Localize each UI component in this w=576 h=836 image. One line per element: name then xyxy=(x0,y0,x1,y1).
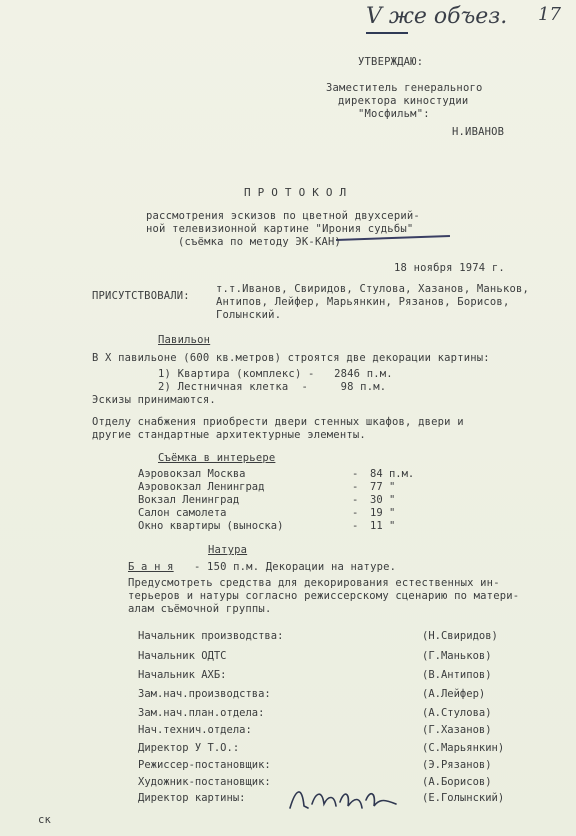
nature-line-3: алам съёмочной группы. xyxy=(128,603,272,615)
nature-line-1: Предусмотреть средства для декорирования естественных ин- xyxy=(128,577,500,589)
signature-role: Художник-постановщик: xyxy=(138,776,271,788)
signature-name: (В.Антипов) xyxy=(422,669,492,681)
interior-value: 30 " xyxy=(370,494,396,506)
subtitle-line-3: (съёмка по методу ЭК-КАН) xyxy=(178,236,342,248)
interior-name: Аэровокзал Москва xyxy=(138,468,246,480)
approval-line-1: Заместитель генерального xyxy=(326,82,483,94)
signature-role: Нач.технич.отдела: xyxy=(138,724,252,736)
handwritten-signature xyxy=(286,778,406,818)
interiors-heading: Съёмка в интерьере xyxy=(158,452,276,464)
signature-row xyxy=(138,707,538,721)
interior-value: 84 п.м. xyxy=(370,468,415,480)
signature-row xyxy=(138,759,538,773)
signature-row xyxy=(138,650,538,664)
bath-label: Б а н я xyxy=(128,561,174,573)
pavilion-intro: В X павильоне (600 кв.метров) строятся две декорации картины: xyxy=(92,352,490,364)
subtitle-line-2: ной телевизионной картине "Ирония судьбы" xyxy=(146,223,414,235)
signature-role: Зам.нач.производства: xyxy=(138,688,271,700)
signature-role: Директор картины: xyxy=(138,792,246,804)
document-title: П Р О Т О К О Л xyxy=(244,186,347,199)
interior-dash: - xyxy=(352,507,359,519)
signature-name: (Г.Маньков) xyxy=(422,650,492,662)
interior-dash: - xyxy=(352,494,359,506)
signature-row xyxy=(138,688,538,702)
signature-name: (А.Борисов) xyxy=(422,776,492,788)
interior-dash: - xyxy=(352,468,359,480)
present-line-1: т.т.Иванов, Свиридов, Стулова, Хазанов, Маньков, xyxy=(216,283,530,295)
present-line-3: Голынский. xyxy=(216,309,282,321)
signature-name: (С.Марьянкин) xyxy=(422,742,505,754)
interior-name: Окно квартиры (выноска) xyxy=(138,520,284,532)
signature-name: (А.Стулова) xyxy=(422,707,492,719)
document-date: 18 ноября 1974 г. xyxy=(394,262,505,274)
approval-line-2: директора киностудии xyxy=(338,95,469,107)
pavilion-heading: Павильон xyxy=(158,334,211,346)
approval-line-3: "Мосфильм": xyxy=(358,108,430,120)
subtitle-line-1: рассмотрения эскизов по цветной двухсерий- xyxy=(146,210,420,222)
pavilion-item-2: 2) Лестничная клетка - 98 п.м. xyxy=(158,381,387,393)
interior-value: 77 " xyxy=(370,481,396,493)
signature-name: (Е.Голынский) xyxy=(422,792,505,804)
signature-row xyxy=(138,724,538,738)
signature-row xyxy=(138,669,538,683)
page-number: 17 xyxy=(538,4,561,25)
interior-value: 19 " xyxy=(370,507,396,519)
signature-role: Зам.нач.план.отдела: xyxy=(138,707,265,719)
nature-heading: Натура xyxy=(208,544,248,556)
present-line-2: Антипов, Лейфер, Марьянкин, Рязанов, Борисов, xyxy=(216,296,510,308)
interior-dash: - xyxy=(352,520,359,532)
interior-name: Аэровокзал Ленинград xyxy=(138,481,265,493)
interior-value: 11 " xyxy=(370,520,396,532)
signature-name: (Г.Хазанов) xyxy=(422,724,492,736)
footer-mark: ск xyxy=(38,814,52,826)
approval-label: УТВЕРЖДАЮ: xyxy=(358,56,424,68)
interior-dash: - xyxy=(352,481,359,493)
signature-row xyxy=(138,630,538,644)
signature-role: Начальник ОДТС xyxy=(138,650,227,662)
signature-name: (Э.Рязанов) xyxy=(422,759,492,771)
signature-name: (Н.Свиридов) xyxy=(422,630,498,642)
interior-name: Салон самолета xyxy=(138,507,227,519)
supply-line-1: Отделу снабжения приобрести двери стенных шкафов, двери и xyxy=(92,416,464,428)
handwritten-note: V же объез. xyxy=(366,4,508,29)
signature-role: Директор У Т.О.: xyxy=(138,742,240,754)
approval-name: Н.ИВАНОВ xyxy=(452,126,505,138)
interior-name: Вокзал Ленинград xyxy=(138,494,240,506)
signature-role: Начальник АХБ: xyxy=(138,669,227,681)
signature-role: Режиссер-постановщик: xyxy=(138,759,271,771)
pavilion-item-1: 1) Квартира (комплекс) - 2846 п.м. xyxy=(158,368,393,380)
nature-line-2: терьеров и натуры согласно режиссерскому сценарию по матери- xyxy=(128,590,520,602)
signature-role: Начальник производства: xyxy=(138,630,284,642)
supply-line-2: другие стандартные архитектурные элементы. xyxy=(92,429,366,441)
bath-text: - 150 п.м. Декорации на натуре. xyxy=(194,561,397,573)
signature-name: (А.Лейфер) xyxy=(422,688,486,700)
signature-row xyxy=(138,742,538,756)
handwritten-underline xyxy=(366,32,408,34)
pavilion-note: Эскизы принимаются. xyxy=(92,394,216,406)
present-label: ПРИСУТСТВОВАЛИ: xyxy=(92,290,190,302)
